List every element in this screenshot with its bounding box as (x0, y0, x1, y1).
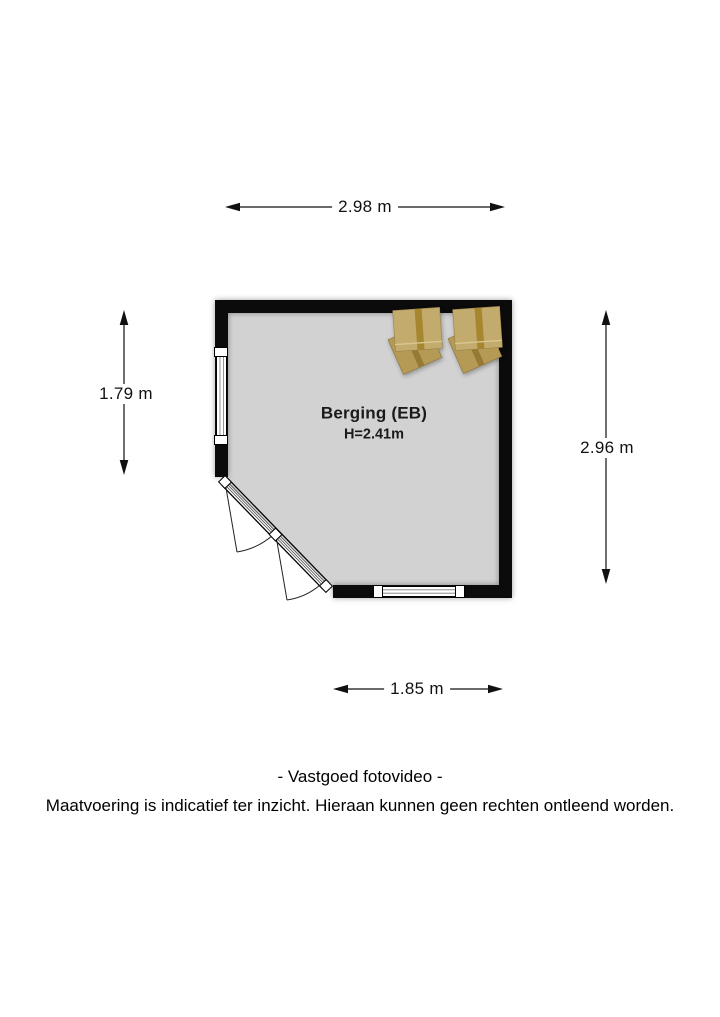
room-height: H=2.41m (343, 426, 405, 443)
footer (0, 762, 720, 820)
window-bottom (374, 586, 465, 598)
room-name: Berging (EB) (320, 403, 428, 423)
box-upper (393, 307, 443, 351)
room-label (321, 404, 427, 443)
dimension-label-bottom: 1.85 m (384, 679, 450, 699)
dimension-label-right: 2.96 m (574, 438, 640, 458)
footer-brand: - Vastgoed fotovideo - (277, 767, 443, 786)
dimension-label-top: 2.98 m (332, 197, 398, 217)
footer-disclaimer: Maatvoering is indicatief ter inzicht. Hieraan kunnen geen rechten ontleend worden. (45, 796, 675, 815)
box-upper (453, 306, 503, 350)
window-left (215, 348, 228, 445)
dimension-label-left: 1.79 m (93, 384, 159, 404)
